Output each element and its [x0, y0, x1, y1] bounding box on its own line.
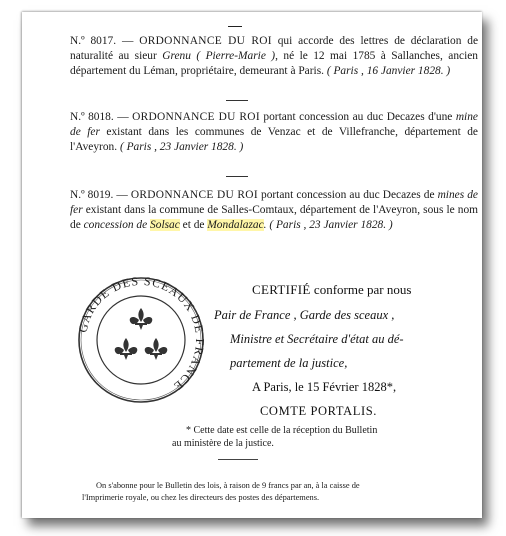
subscription-line-2: l'Imprimerie royale, ou chez les directeurs des postes des départemens. [82, 493, 320, 502]
entry-8017: N.º 8017. — ORDONNANCE DU ROI qui accorde des lettres de déclaration de naturalité au sieur Grenu ( Pierre-Marie ), né le 12 mai 1785 à Sallanches, ancien département du Léman, propriétaire, demeurant à Paris. ( Paris , 16 Janvier 1828. ) [70, 35, 479, 78]
entry-text: portant concession au duc Decazes de [257, 189, 438, 201]
signature-portalis: COMTE PORTALIS. [260, 404, 377, 418]
entry-name: Grenu ( Pierre-Marie ) [162, 50, 276, 63]
separator [226, 100, 248, 101]
seal-stamp [72, 274, 210, 406]
entry-number: N.º 8017. [70, 35, 117, 47]
entry-text-italic: mine de fer [70, 111, 478, 139]
highlighted-place: Solsac [150, 219, 180, 232]
entry-date: ( Paris , 16 Janvier 1828. ) [326, 65, 451, 78]
fleur-de-lis-icon [115, 308, 168, 360]
cert-line-4: partement de la justice, [230, 356, 348, 370]
entry-8019: N.º 8019. — ORDONNANCE DU ROI portant concession au duc Decazes de mines de fer existant dans la commune de Salles-Comtaux, département de l'Aveyron, sous le nom de concession de Solsac et de Mondalazac. ( Paris , 23 Janvier 1828. ) [70, 189, 478, 232]
entry-text: existant dans la commune de Salles-Comtaux, département de l'Aveyron, sous le nom de [70, 204, 478, 232]
entry-date: ( Paris , 23 Janvier 1828. ) [119, 141, 244, 154]
top-rule [228, 26, 242, 27]
entry-text: de déclaration de naturalité au sieur [70, 35, 479, 63]
footnote-line-1: * Cette date est celle de la réception du Bulletin [186, 425, 378, 436]
highlighted-place: Mondalazac [207, 219, 264, 232]
footnote-rule [218, 459, 258, 460]
entry-8018: N.º 8018. — ORDONNANCE DU ROI portant concession au duc Decazes d'une mine de fer existant dans les communes de Venzac et de Villefranche, département de l'Aveyron. ( Paris , 23 Janvier 1828. ) [70, 111, 478, 154]
entry-number: N.º 8018. [70, 111, 114, 123]
entry-text: et de [179, 219, 208, 232]
subscription-line-1: On s'abonne pour le Bulletin des lois, à raison de 9 francs par an, à la caisse de [96, 481, 360, 490]
footnote [172, 424, 472, 450]
entry-text-italic: mines de fer [70, 189, 478, 217]
entry-date: . ( Paris , 23 Janvier 1828. ) [263, 219, 393, 232]
document-page [22, 12, 482, 518]
separator [226, 176, 248, 177]
entry-text: qui accorde des lettres [271, 35, 389, 47]
subscription-notice [82, 480, 482, 504]
entry-title: ORDONNANCE DU ROI [130, 189, 258, 201]
entry-title: ORDONNANCE DU ROI [132, 111, 260, 123]
entry-text-italic: concession de [83, 219, 148, 232]
entry-text: portant concession au duc Decazes d'une [259, 111, 456, 123]
cert-line-1 [252, 282, 411, 298]
svg-text:GARDE DES SCEAUX DE FRANCE: GARDE DES SCEAUX DE FRANCE [75, 274, 208, 394]
cert-conforme: conforme par nous [310, 282, 412, 297]
entry-text: existant dans les communes de Venzac et de Villefranche, département de l'Aveyron. [70, 126, 478, 154]
cert-line-3: Ministre et Secrétaire d'état au dé- [230, 332, 404, 346]
cert-certified: CERTIFIÉ [252, 282, 311, 297]
entry-text: , né le 12 mai 1785 à Sallanches, ancien département du Léman, propriétaire, demeurant à Paris. [70, 50, 478, 78]
footnote-line-2: au ministère de la justice. [172, 438, 274, 449]
cert-line-5: A Paris, le 15 Février 1828*, [252, 380, 397, 394]
cert-line-2: Pair de France , Garde des sceaux , [214, 308, 395, 322]
entry-title: ORDONNANCE DU ROI [139, 35, 272, 47]
entry-number: N.º 8019. [70, 189, 114, 201]
